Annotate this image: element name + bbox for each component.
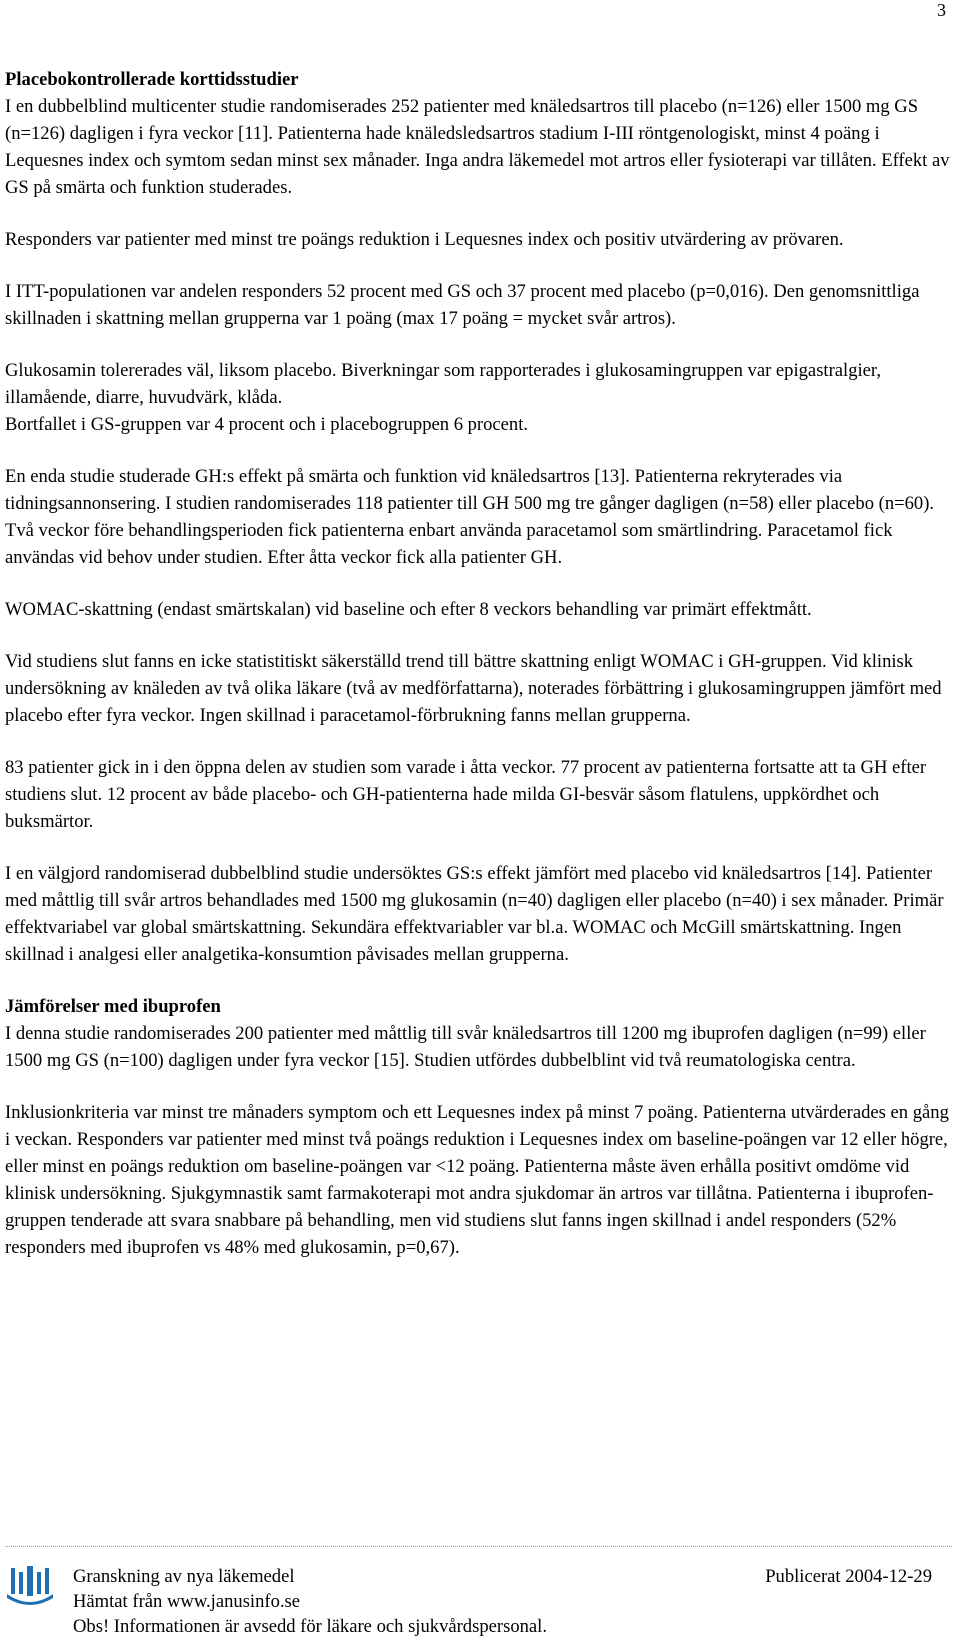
paragraph-gap — [5, 571, 957, 596]
paragraph: Vid studiens slut fanns en icke statistitiskt säkerställd trend till bättre skattning enligt WOMAC i GH-gruppen. Vid klinisk undersökning av knäleden av två olika läkare (två av medförfattarna), noterades förbättring i glukosamingruppen jämfört med placebo efter fyra veckor. Ingen skillnad i paracetamol-förbrukning fanns mellan grupperna. — [5, 651, 942, 726]
paragraph: Responders var patienter med minst tre poängs reduktion i Lequesnes index och positiv utvärdering av prövaren. — [5, 229, 844, 250]
janus-logo-icon — [5, 1566, 55, 1606]
paragraph: I en välgjord randomiserad dubbelblind studie undersöktes GS:s effekt jämfört med placebo vid knäledsartros [14]. Patienter med måttlig till svår artros behandlades med 1500 mg glukosamin (n=40) dagligen eller placebo (n=40) i sex månader. Primär effektvariabel var global smärtskattning. Sekundära effektvariabler var bl.a. WOMAC och McGill smärtskattning. Ingen skillnad i analgesi eller analgetika-konsumtion påvisades mellan grupperna. — [5, 863, 944, 965]
paragraph: En enda studie studerade GH:s effekt på smärta och funktion vid knäledsartros [13]. Patienterna rekryterades via tidningsannonsering. I studien randomiserades 118 patienter till GH 500 mg tre gånger dagligen (n=58) eller placebo (n=60). Två veckor före behandlingsperioden fick patienterna enbart använda paracetamol som smärtlindring. Paracetamol fick användas vid behov under studien. Efter åtta veckor fick alla patienter GH. — [5, 466, 935, 568]
footer-text — [73, 1564, 547, 1639]
paragraph-gap — [5, 623, 957, 648]
paragraph-gap — [5, 438, 957, 463]
paragraph-gap — [5, 253, 957, 278]
published-date: Publicerat 2004-12-29 — [765, 1566, 932, 1587]
paragraph: 83 patienter gick in i den öppna delen av studien som varade i åtta veckor. 77 procent av patienterna fortsatte att ta GH efter studiens slut. 12 procent av både placebo- och GH-patienterna hade milda GI-besvär såsom flatulens, uppkördhet och buksmärtor. — [5, 757, 927, 832]
paragraph-gap — [5, 332, 957, 357]
paragraph-gap — [5, 1074, 957, 1099]
footer-title: Granskning av nya läkemedel — [73, 1566, 295, 1587]
paragraph: Bortfallet i GS-gruppen var 4 procent och i placebogruppen 6 procent. — [5, 414, 529, 435]
footer — [5, 1564, 952, 1642]
footer-source: Hämtat från www.janusinfo.se — [73, 1591, 301, 1612]
section-heading-placebo: Placebokontrollerade korttidsstudier — [5, 69, 299, 90]
paragraph-gap — [5, 835, 957, 860]
paragraph-gap — [5, 729, 957, 754]
paragraph: I en dubbelblind multicenter studie randomiserades 252 patienter med knäledsartros till placebo (n=126) eller 1500 mg GS (n=126) dagligen i fyra veckor [11]. Patienterna hade knäledsledsartros stadium I-III röntgenologiskt, minst 4 poäng i Lequesnes index och symtom sedan minst sex månader. Inga andra läkemedel mot artros eller fysioterapi var tillåten. Effekt av GS på smärta och funktion studerades. — [5, 96, 950, 198]
paragraph: Glukosamin tolererades väl, liksom placebo. Biverkningar som rapporterades i glukosamingruppen var epigastralgier, illamående, diarre, huvudvärk, klåda. — [5, 360, 882, 408]
paragraph-gap — [5, 968, 957, 993]
paragraph-gap — [5, 201, 957, 226]
footer-disclaimer: Obs! Informationen är avsedd för läkare och sjukvårdspersonal. — [73, 1616, 547, 1637]
page-number: 3 — [937, 0, 946, 20]
paragraph: Inklusionkriteria var minst tre månaders symptom och ett Lequesnes index på minst 7 poäng. Patienterna utvärderades en gång i veckan. Responders var patienter med minst två poängs reduktion i Lequesnes index om baseline-poängen var 12 eller högre, eller minst en poängs reduktion om baseline-poängen var <12 poäng. Patienterna måste även erhålla positivt omdöme vid klinisk undersökning. Sjukgymnastik samt farmakoterapi mot andra sjukdomar än artros var tillåtna. Patienterna i ibuprofen-gruppen tenderade att svara snabbare på behandling, men vid studiens slut fanns ingen skillnad i andel responders (52% responders med ibuprofen vs 48% med glukosamin, p=0,67). — [5, 1102, 949, 1258]
section-heading-ibuprofen: Jämförelser med ibuprofen — [5, 996, 221, 1017]
paragraph: WOMAC-skattning (endast smärtskalan) vid baseline och efter 8 veckors behandling var primärt effektmått. — [5, 599, 812, 620]
document-body — [5, 66, 957, 1261]
footer-divider — [5, 1546, 952, 1547]
paragraph: I ITT-populationen var andelen responders 52 procent med GS och 37 procent med placebo (p=0,016). Den genomsnittliga skillnaden i skattning mellan grupperna var 1 poäng (max 17 poäng = mycket svår artros). — [5, 281, 920, 329]
paragraph: I denna studie randomiserades 200 patienter med måttlig till svår knäledsartros till 1200 mg ibuprofen dagligen (n=99) eller 1500 mg GS (n=100) dagligen under fyra veckor [15]. Studien utfördes dubbelblint vid två reumatologiska centra. — [5, 1023, 926, 1071]
